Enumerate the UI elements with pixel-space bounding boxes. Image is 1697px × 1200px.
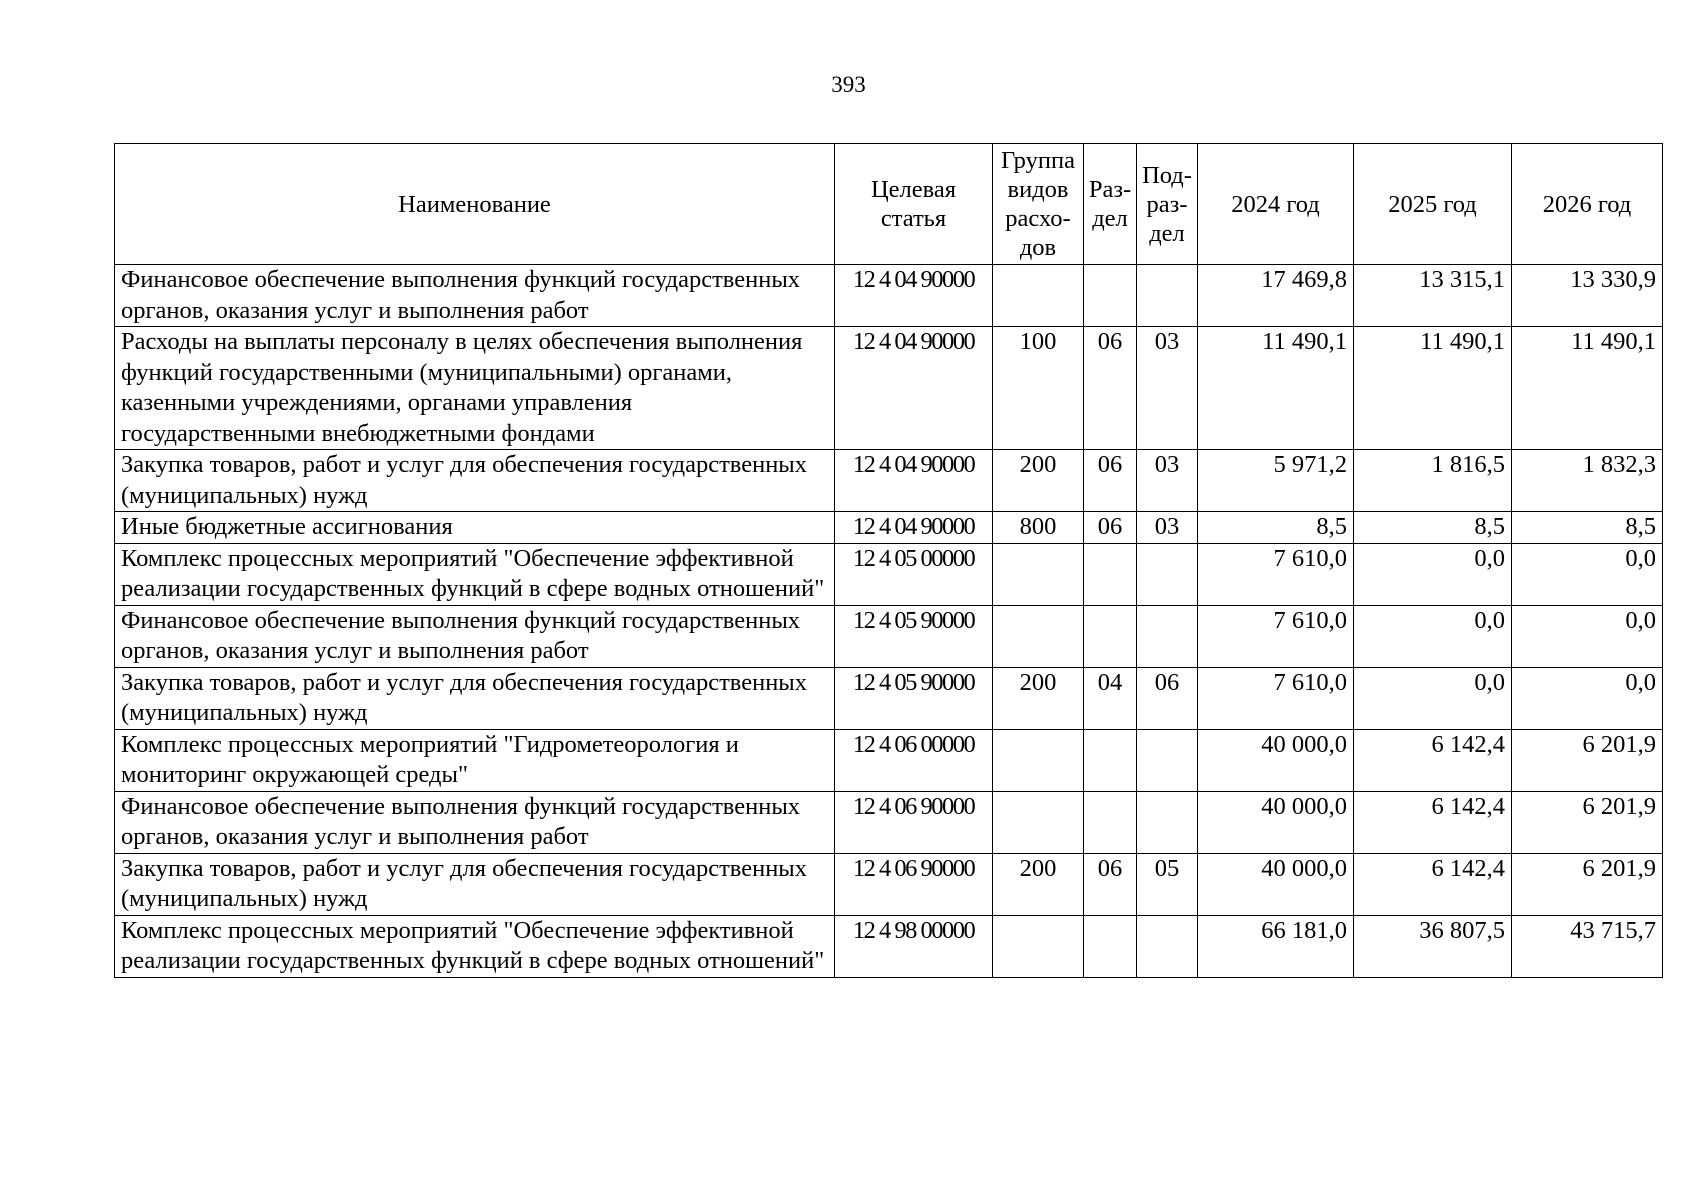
row-amount-2025: 11 490,1 — [1354, 327, 1512, 450]
header-year-2025: 2025 год — [1354, 144, 1512, 265]
row-target-article: 12 4 06 00000 — [835, 729, 993, 791]
row-expense-group: 200 — [993, 450, 1084, 512]
row-amount-2024: 40 000,0 — [1198, 791, 1354, 853]
row-subsection — [1137, 915, 1198, 977]
row-amount-2025: 6 142,4 — [1354, 791, 1512, 853]
row-target-article: 12 4 04 90000 — [835, 450, 993, 512]
table-row — [115, 450, 1663, 512]
row-section: 04 — [1084, 667, 1137, 729]
row-section: 06 — [1084, 450, 1137, 512]
row-amount-2026: 0,0 — [1512, 667, 1663, 729]
header-expense-group — [993, 144, 1084, 265]
row-expense-group: 200 — [993, 667, 1084, 729]
header-expense-group-line: видов — [1007, 176, 1069, 203]
header-subsection-line: Под- — [1142, 161, 1192, 189]
row-name: Финансовое обеспечение выполнения функций государственных органов, оказания услуг и выполнения работ — [115, 265, 835, 327]
row-subsection — [1137, 729, 1198, 791]
row-expense-group — [993, 265, 1084, 327]
row-expense-group — [993, 605, 1084, 667]
row-name: Финансовое обеспечение выполнения функций государственных органов, оказания услуг и выполнения работ — [115, 605, 835, 667]
row-amount-2026: 0,0 — [1512, 605, 1663, 667]
header-expense-group-line: дов — [1019, 234, 1057, 261]
table-row — [115, 605, 1663, 667]
row-section: 06 — [1084, 512, 1137, 544]
table-row — [115, 327, 1663, 450]
table-row — [115, 729, 1663, 791]
row-amount-2025: 0,0 — [1354, 667, 1512, 729]
header-expense-group-line: расхо- — [1005, 205, 1071, 232]
row-target-article: 12 4 04 90000 — [835, 512, 993, 544]
row-amount-2026: 0,0 — [1512, 543, 1663, 605]
row-subsection: 03 — [1137, 512, 1198, 544]
row-amount-2026: 6 201,9 — [1512, 853, 1663, 915]
row-amount-2025: 6 142,4 — [1354, 729, 1512, 791]
row-target-article: 12 4 05 90000 — [835, 605, 993, 667]
row-expense-group: 200 — [993, 853, 1084, 915]
row-target-article: 12 4 05 00000 — [835, 543, 993, 605]
row-name: Комплекс процессных мероприятий "Обеспечение эффективной реализации государственных функций в сфере водных отношений" — [115, 915, 835, 977]
table-row — [115, 791, 1663, 853]
row-section — [1084, 265, 1137, 327]
row-name: Закупка товаров, работ и услуг для обеспечения государственных (муниципальных) нужд — [115, 450, 835, 512]
row-section — [1084, 729, 1137, 791]
header-name: Наименование — [115, 144, 835, 265]
header-target-article: Целевая статья — [835, 144, 993, 265]
row-target-article: 12 4 98 00000 — [835, 915, 993, 977]
row-expense-group: 800 — [993, 512, 1084, 544]
row-expense-group — [993, 791, 1084, 853]
row-section — [1084, 605, 1137, 667]
header-year-2024: 2024 год — [1198, 144, 1354, 265]
header-section — [1084, 144, 1137, 265]
header-subsection — [1137, 144, 1198, 265]
row-amount-2026: 11 490,1 — [1512, 327, 1663, 450]
row-section: 06 — [1084, 853, 1137, 915]
table-row — [115, 543, 1663, 605]
row-amount-2024: 40 000,0 — [1198, 853, 1354, 915]
row-subsection — [1137, 265, 1198, 327]
row-amount-2024: 17 469,8 — [1198, 265, 1354, 327]
row-amount-2026: 43 715,7 — [1512, 915, 1663, 977]
row-subsection — [1137, 543, 1198, 605]
row-amount-2026: 6 201,9 — [1512, 729, 1663, 791]
row-amount-2025: 0,0 — [1354, 543, 1512, 605]
row-amount-2024: 11 490,1 — [1198, 327, 1354, 450]
row-amount-2024: 5 971,2 — [1198, 450, 1354, 512]
row-target-article: 12 4 04 90000 — [835, 327, 993, 450]
row-amount-2024: 8,5 — [1198, 512, 1354, 544]
header-section-line: дел — [1092, 205, 1128, 232]
row-amount-2026: 13 330,9 — [1512, 265, 1663, 327]
budget-table — [114, 143, 1663, 978]
header-section-line: Раз- — [1088, 176, 1132, 203]
row-name: Расходы на выплаты персоналу в целях обеспечения выполнения функций государственными (муниципальными) органами, казенными учреждениями, органами управления государственными внебюджетными фондами — [115, 327, 835, 450]
row-amount-2024: 40 000,0 — [1198, 729, 1354, 791]
row-name: Финансовое обеспечение выполнения функций государственных органов, оказания услуг и выполнения работ — [115, 791, 835, 853]
header-expense-group-line: Группа — [1001, 147, 1075, 174]
row-name: Закупка товаров, работ и услуг для обеспечения государственных (муниципальных) нужд — [115, 853, 835, 915]
row-amount-2025: 36 807,5 — [1354, 915, 1512, 977]
row-section: 06 — [1084, 327, 1137, 450]
row-amount-2025: 1 816,5 — [1354, 450, 1512, 512]
row-amount-2025: 8,5 — [1354, 512, 1512, 544]
row-name: Комплекс процессных мероприятий "Гидрометеорология и мониторинг окружающей среды" — [115, 729, 835, 791]
page-number: 393 — [831, 72, 866, 97]
row-expense-group: 100 — [993, 327, 1084, 450]
table-row — [115, 512, 1663, 544]
row-target-article: 12 4 04 90000 — [835, 265, 993, 327]
row-subsection: 03 — [1137, 327, 1198, 450]
row-subsection — [1137, 605, 1198, 667]
row-amount-2026: 1 832,3 — [1512, 450, 1663, 512]
row-target-article: 12 4 06 90000 — [835, 791, 993, 853]
row-amount-2026: 8,5 — [1512, 512, 1663, 544]
header-subsection-line: раз- — [1146, 190, 1188, 218]
table-row — [115, 265, 1663, 327]
row-expense-group — [993, 729, 1084, 791]
table-row — [115, 667, 1663, 729]
row-amount-2024: 66 181,0 — [1198, 915, 1354, 977]
row-section — [1084, 915, 1137, 977]
row-subsection — [1137, 791, 1198, 853]
row-section — [1084, 543, 1137, 605]
row-name: Комплекс процессных мероприятий "Обеспечение эффективной реализации государственных функций в сфере водных отношений" — [115, 543, 835, 605]
row-subsection: 06 — [1137, 667, 1198, 729]
row-section — [1084, 791, 1137, 853]
row-amount-2024: 7 610,0 — [1198, 605, 1354, 667]
row-expense-group — [993, 543, 1084, 605]
table-row — [115, 915, 1663, 977]
row-name: Иные бюджетные ассигнования — [115, 512, 835, 544]
header-year-2026: 2026 год — [1512, 144, 1663, 265]
row-target-article: 12 4 06 90000 — [835, 853, 993, 915]
row-amount-2026: 6 201,9 — [1512, 791, 1663, 853]
row-amount-2024: 7 610,0 — [1198, 667, 1354, 729]
row-name: Закупка товаров, работ и услуг для обеспечения государственных (муниципальных) нужд — [115, 667, 835, 729]
row-amount-2024: 7 610,0 — [1198, 543, 1354, 605]
row-target-article: 12 4 05 90000 — [835, 667, 993, 729]
header-subsection-line: дел — [1149, 219, 1185, 247]
row-subsection: 05 — [1137, 853, 1198, 915]
row-amount-2025: 0,0 — [1354, 605, 1512, 667]
table-header-row — [115, 144, 1663, 265]
row-expense-group — [993, 915, 1084, 977]
row-amount-2025: 6 142,4 — [1354, 853, 1512, 915]
row-subsection: 03 — [1137, 450, 1198, 512]
row-amount-2025: 13 315,1 — [1354, 265, 1512, 327]
table-row — [115, 853, 1663, 915]
